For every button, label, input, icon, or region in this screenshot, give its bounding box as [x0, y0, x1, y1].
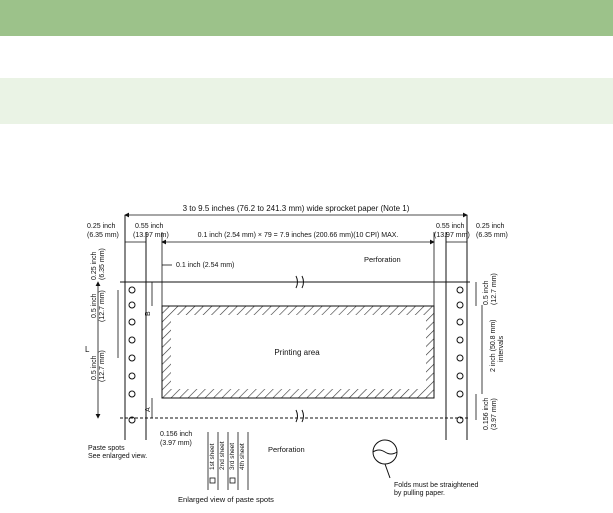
right-hole-in-label: 0.55 inch	[436, 223, 465, 230]
right-margin-in-label: 0.25 inch	[476, 223, 505, 230]
left-v-127b-label: (12.7 mm)	[99, 350, 106, 382]
right-margin-mm-label: (6.35 mm)	[476, 232, 508, 239]
left-sprocket-holes	[129, 287, 135, 423]
sheet-3-label: 3rd sheet	[229, 442, 236, 470]
right-v-0156-label: 0.156 inch	[483, 397, 490, 430]
left-v-635-label: (6.35 mm)	[99, 248, 106, 280]
bottom-397-label: (3.97 mm)	[160, 440, 192, 447]
folds-label-line1: Folds must be straightened	[394, 482, 479, 489]
paste-spots-label: Paste spots	[88, 445, 125, 452]
enlarged-view-label: Enlarged view of paste spots	[178, 495, 274, 504]
left-v-025-label: 0.25 inch	[91, 251, 98, 280]
sheet-4-label: 4th sheet	[239, 443, 246, 470]
perforation-bottom-label: Perforation	[268, 445, 305, 454]
print-width-label: 0.1 inch (2.54 mm) × 79 = 7.9 inches (200.66 mm)(10 CPI) MAX.	[197, 232, 399, 239]
dimension-L-label: L	[85, 345, 90, 354]
perforation-top-label: Perforation	[364, 255, 401, 264]
folds-label-line2: by pulling paper.	[394, 490, 445, 497]
right-hole-mm-label: (13.97 mm)	[434, 232, 470, 239]
left-hole-in-label: 0.55 inch	[135, 223, 164, 230]
dimension-B-label: B	[145, 311, 152, 316]
overall-width-label: 3 to 9.5 inches (76.2 to 241.3 mm) wide sprocket paper (Note 1)	[182, 204, 410, 213]
left-v-05a-label: 0.5 inch	[91, 293, 98, 318]
see-enlarged-label: See enlarged view.	[88, 453, 148, 460]
dimension-A-label: A	[145, 407, 152, 412]
right-sprocket-holes	[457, 287, 463, 423]
sheet-1-label: 1st sheet	[209, 443, 216, 470]
right-v-127-label: (12.7 mm)	[491, 273, 498, 305]
right-v-397-label: (3.97 mm)	[491, 398, 498, 430]
left-v-127a-label: (12.7 mm)	[99, 290, 106, 322]
left-margin-in-label: 0.25 inch	[87, 223, 116, 230]
bottom-0156-label: 0.156 inch	[160, 431, 193, 438]
printing-area-label: Printing area	[274, 348, 320, 357]
right-v-05-label: 0.5 inch	[483, 280, 490, 305]
folds-icon	[373, 440, 397, 478]
sheet-2-label: 2nd sheet	[219, 441, 226, 470]
left-hole-mm-label: (13.97 mm)	[133, 232, 169, 239]
right-v-2in-label: 2 inch (50.8 mm)	[490, 319, 497, 372]
right-v-intervals-label: intervals	[498, 335, 505, 362]
left-margin-mm-label: (6.35 mm)	[87, 232, 119, 239]
small-offset-label: 0.1 inch (2.54 mm)	[176, 262, 235, 269]
left-v-05b-label: 0.5 inch	[91, 355, 98, 380]
